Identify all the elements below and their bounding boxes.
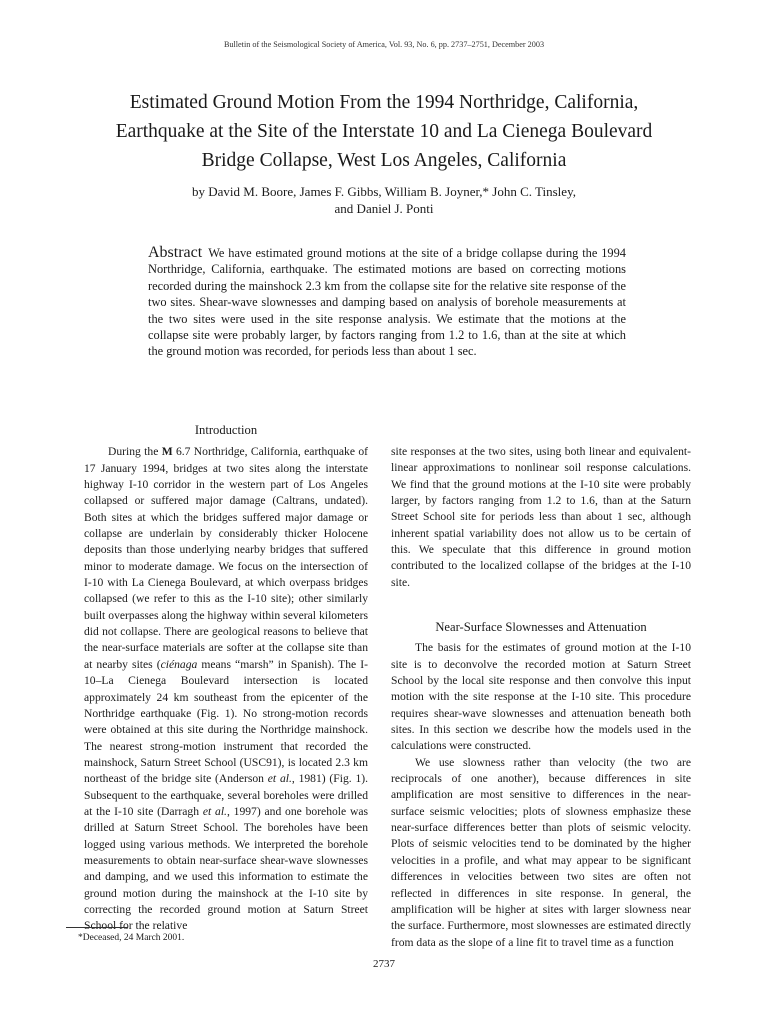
introduction-continuation: site responses at the two sites, using both linear and equivalent-linear approximations to nonlinear soil response calculations. We find that the ground motions at the I-10 site were probably larger, by factors ranging from 1.2 to 1.6, than at the Saturn Street School site for periods less than about 1 sec, although inherent spatial variability does not allow us to be certain of this. We speculate that this difference in ground motion contributed to the localized collapse of the bridges at the I-10 site. [391,445,691,589]
introduction-paragraph [84,444,368,934]
intro-text-a: During the [108,445,162,459]
right-column-bottom [391,620,691,951]
footnote: *Deceased, 24 March 2001. [78,933,185,943]
right-column-top [391,444,691,591]
authors-line-1: by David M. Boore, James F. Gibbs, William B. Joyner,* John C. Tinsley, [192,184,576,199]
title-line-2: Earthquake at the Site of the Interstate 10 and La Cienega Boulevard [115,121,653,142]
intro-text-e: , 1997) and one borehole was drilled at Saturn Street School. The boreholes have been logged using various methods. We interpreted the borehole measurements to obtain near-surface shear-wave slownesses and damping, and we used this information to estimate the ground motion during the mainshock at the I-10 site by correcting the recorded ground motion at Saturn Street School for the relative [84,804,368,933]
magnitude-symbol: M [161,445,173,459]
near-surface-heading: Near-Surface Slownesses and Attenuation [435,620,647,634]
page-number: 2737 [373,958,395,970]
author-list [90,183,678,217]
journal-header: Bulletin of the Seismological Society of America, Vol. 93, No. 6, pp. 2737–2751, December 2003 [223,40,545,49]
introduction-heading: Introduction [194,423,258,437]
near-surface-paragraph-2: We use slowness rather than velocity (the two are reciprocals of one another), because differences in site amplification are most sensitive to differences in the near-surface seismic velocities; plots of slowness emphasize these near-surface differences better than plots of seismic velocity. Plots of seismic velocities tend to be dominated by the higher velocities in a profile, and what may appear to be significant differences in velocities between two sites are often not reflected in differences in site response. In general, the amplification will be higher at sites with larger slowness near the surface. Furthermore, most slownesses are estimated directly from data as the slope of a line fit to travel time as a function [391,755,691,949]
near-surface-paragraph-1: The basis for the estimates of ground motion at the I-10 site is to deconvolve the recorded motion at Saturn Street School by the local site response and then convolve this input motion with the site response at the I-10 site. This procedure requires shear-wave slownesses and attenuation beneath both sites. In this section we describe how the models used in the calculations were constructed. [391,641,691,753]
abstract [148,245,626,360]
citation-et-al: et al. [267,772,292,786]
abstract-label: Abstract [148,244,203,261]
title-line-1: Estimated Ground Motion From the 1994 Northridge, California, [129,92,639,113]
title-line-3: Bridge Collapse, West Los Angeles, California [201,150,567,171]
authors-line-2: and Daniel J. Ponti [334,201,434,216]
footnote-rule [66,927,128,928]
citation-et-al: et al. [202,804,227,818]
abstract-text: We have estimated ground motions at the site of a bridge collapse during the 1994 Northridge, California, earthquake. The estimated motions are based on correcting motions recorded during the mainshock 2.3 km from the collapse site for the relative site response of the two sites. Shear-wave slownesses and damping based on analysis of borehole measurements at the two sites were used in the site response analysis. We estimate that the motions at the collapse site were probably larger, by factors ranging from 1.2 to 1.6, than at the site at which the ground motion was recorded, for periods less than about 1 sec. [148,246,626,359]
intro-text-d: , 1981) (Fig. 1). Subsequent to the earthquake, several boreholes were drilled at the I-10 site (Darragh [84,772,368,818]
paper-title [70,88,698,175]
intro-text-c: means “marsh” in Spanish). The I-10–La Cienega Boulevard intersection is located approximately 24 km southeast from the epicenter of the Northridge earthquake (Fig. 1). No strong-motion records were obtained at this site during the Northridge mainshock. The nearest strong-motion instrument that recorded the mainshock, Saturn Street School (USC91), is located 2.3 km northeast of the bridge site (Anderson [84,657,368,786]
left-column [84,423,368,935]
intro-text-b: 6.7 Northridge, California, earthquake of 17 January 1994, bridges at two sites along the interstate highway I-10 corridor in the western part of Los Angeles collapsed or suffered major damage (Caltrans, undated). Both sites at which the bridges suffered major damage or collapse are underlain by considerably thicker Holocene deposits than those underlying nearby bridges that suffered minor to moderate damage. We focus on the intersection of I-10 with La Cienega Boulevard, at which overpass bridges collapsed (we refer to this as the I-10 site); other similarly built overpasses along the highway within several kilometers did not collapse. There are geological reasons to believe that the near-surface materials are softer at the collapse site than at nearby sites ( [84,445,368,671]
cienaga-term: ciénaga [160,657,198,671]
